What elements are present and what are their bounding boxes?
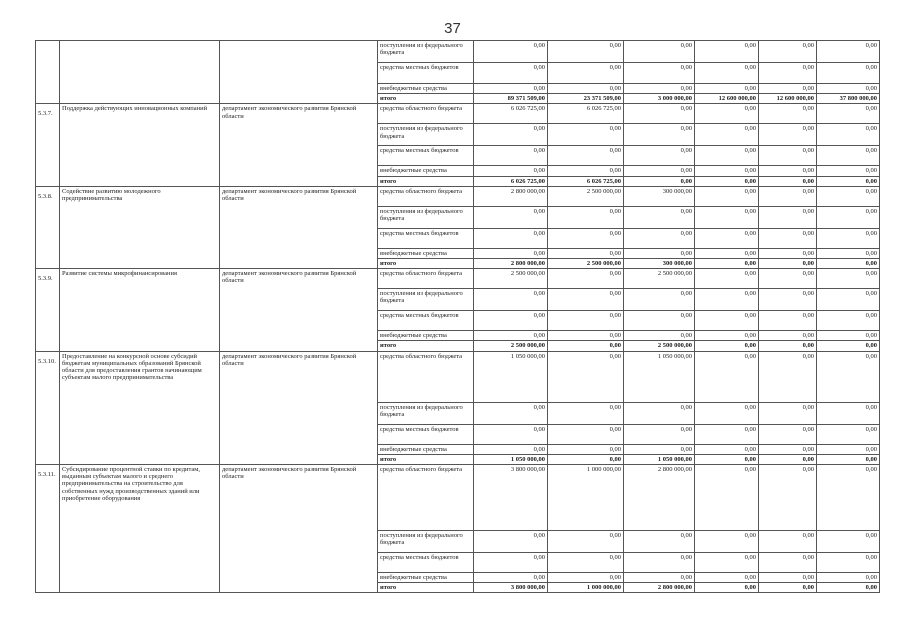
funding-source: внебюджетные средства: [378, 444, 474, 454]
funding-source: итого: [378, 454, 474, 464]
amount-cell: 300 000,00: [624, 186, 695, 206]
amount-cell: 0,00: [548, 454, 624, 464]
amount-cell: 2 500 000,00: [624, 269, 695, 289]
amount-cell: 0,00: [817, 228, 880, 248]
measure-name: Содействие развитию молодежного предпринимательства: [60, 186, 220, 268]
amount-cell: 0,00: [759, 424, 817, 444]
amount-cell: 6 026 725,00: [548, 176, 624, 186]
amount-cell: 0,00: [548, 206, 624, 228]
amount-cell: 0,00: [624, 402, 695, 424]
amount-cell: 0,00: [759, 269, 817, 289]
amount-cell: 0,00: [624, 228, 695, 248]
amount-cell: 0,00: [759, 41, 817, 63]
measure-name: Поддержка действующих инновационных компаний: [60, 104, 220, 186]
amount-cell: 0,00: [817, 531, 880, 553]
amount-cell: 3 800 000,00: [474, 583, 548, 593]
name-cell-empty: [60, 41, 220, 104]
amount-cell: 0,00: [624, 146, 695, 166]
amount-cell: 0,00: [548, 289, 624, 311]
amount-cell: 0,00: [474, 444, 548, 454]
amount-cell: 0,00: [759, 553, 817, 573]
amount-cell: 0,00: [474, 228, 548, 248]
funding-source: итого: [378, 259, 474, 269]
amount-cell: 0,00: [548, 63, 624, 84]
amount-cell: 1 050 000,00: [474, 351, 548, 402]
amount-cell: 0,00: [695, 84, 759, 94]
amount-cell: 0,00: [817, 248, 880, 258]
amount-cell: 0,00: [817, 146, 880, 166]
amount-cell: 0,00: [474, 146, 548, 166]
amount-cell: 0,00: [548, 573, 624, 583]
amount-cell: 0,00: [548, 553, 624, 573]
amount-cell: 0,00: [817, 311, 880, 331]
amount-cell: 0,00: [474, 206, 548, 228]
amount-cell: 0,00: [548, 531, 624, 553]
amount-cell: 0,00: [548, 248, 624, 258]
page-number: 37: [444, 20, 461, 37]
amount-cell: 0,00: [624, 41, 695, 63]
amount-cell: 0,00: [474, 289, 548, 311]
amount-cell: 0,00: [817, 63, 880, 84]
amount-cell: 1 050 000,00: [624, 454, 695, 464]
amount-cell: 0,00: [817, 124, 880, 146]
funding-source: средства местных бюджетов: [378, 424, 474, 444]
amount-cell: 0,00: [474, 402, 548, 424]
amount-cell: 0,00: [695, 454, 759, 464]
amount-cell: 0,00: [695, 444, 759, 454]
funding-source: средства местных бюджетов: [378, 63, 474, 84]
amount-cell: 0,00: [695, 146, 759, 166]
amount-cell: 0,00: [548, 331, 624, 341]
measure-executor: департамент экономического развития Брянской области: [220, 269, 378, 351]
amount-cell: 0,00: [759, 531, 817, 553]
amount-cell: 0,00: [624, 331, 695, 341]
amount-cell: 0,00: [759, 228, 817, 248]
amount-cell: 0,00: [474, 124, 548, 146]
amount-cell: 0,00: [759, 573, 817, 583]
amount-cell: 0,00: [759, 444, 817, 454]
amount-cell: 0,00: [548, 166, 624, 176]
funding-source: внебюджетные средства: [378, 248, 474, 258]
amount-cell: 0,00: [624, 63, 695, 84]
amount-cell: 0,00: [759, 84, 817, 94]
amount-cell: 0,00: [759, 351, 817, 402]
amount-cell: 0,00: [759, 454, 817, 464]
amount-cell: 2 800 000,00: [624, 465, 695, 531]
funding-source: поступления из федерального бюджета: [378, 531, 474, 553]
amount-cell: 0,00: [695, 289, 759, 311]
amount-cell: 0,00: [474, 63, 548, 84]
amount-cell: 0,00: [548, 84, 624, 94]
amount-cell: 0,00: [624, 176, 695, 186]
amount-cell: 0,00: [817, 402, 880, 424]
amount-cell: 1 050 000,00: [474, 454, 548, 464]
amount-cell: 0,00: [548, 351, 624, 402]
amount-cell: 12 600 000,00: [759, 94, 817, 104]
amount-cell: 0,00: [695, 248, 759, 258]
amount-cell: 0,00: [695, 41, 759, 63]
amount-cell: 0,00: [695, 124, 759, 146]
amount-cell: 0,00: [759, 311, 817, 331]
amount-cell: 0,00: [474, 311, 548, 331]
amount-cell: 2 500 000,00: [474, 341, 548, 351]
funding-source: итого: [378, 94, 474, 104]
code-cell-empty: [36, 41, 60, 104]
amount-cell: 3 800 000,00: [474, 465, 548, 531]
amount-cell: 0,00: [759, 331, 817, 341]
amount-cell: 37 800 000,00: [817, 94, 880, 104]
amount-cell: 0,00: [624, 573, 695, 583]
amount-cell: 2 500 000,00: [548, 259, 624, 269]
amount-cell: 0,00: [695, 553, 759, 573]
measure-code: 5.3.11.: [36, 465, 60, 593]
funding-source: внебюджетные средства: [378, 331, 474, 341]
amount-cell: 0,00: [695, 583, 759, 593]
amount-cell: 1 050 000,00: [624, 351, 695, 402]
funding-source: внебюджетные средства: [378, 166, 474, 176]
amount-cell: 23 371 509,00: [548, 94, 624, 104]
amount-cell: 0,00: [548, 41, 624, 63]
amount-cell: 0,00: [759, 341, 817, 351]
amount-cell: 0,00: [624, 424, 695, 444]
funding-source: поступления из федерального бюджета: [378, 289, 474, 311]
amount-cell: 0,00: [817, 331, 880, 341]
amount-cell: 0,00: [474, 248, 548, 258]
table-row: [36, 186, 880, 206]
amount-cell: 0,00: [817, 166, 880, 176]
measure-name: Субсидирование процентной ставки по кредитам, выданным субъектам малого и среднего предпринимательства на строительство для собственных нужд производственных зданий или приобретение оборудования: [60, 465, 220, 593]
measure-code: 5.3.9.: [36, 269, 60, 351]
amount-cell: 0,00: [695, 311, 759, 331]
table-row: [36, 269, 880, 289]
amount-cell: 0,00: [817, 186, 880, 206]
measure-executor: департамент экономического развития Брянской области: [220, 465, 378, 593]
amount-cell: 0,00: [759, 104, 817, 124]
funding-source: поступления из федерального бюджета: [378, 206, 474, 228]
measure-code: 5.3.8.: [36, 186, 60, 268]
amount-cell: 1 000 000,00: [548, 583, 624, 593]
amount-cell: 0,00: [759, 176, 817, 186]
amount-cell: 0,00: [817, 341, 880, 351]
amount-cell: 0,00: [817, 84, 880, 94]
amount-cell: 0,00: [817, 176, 880, 186]
amount-cell: 2 800 000,00: [624, 583, 695, 593]
measure-executor: департамент экономического развития Брянской области: [220, 104, 378, 186]
funding-source: средства областного бюджета: [378, 351, 474, 402]
amount-cell: 0,00: [759, 63, 817, 84]
amount-cell: 0,00: [695, 351, 759, 402]
amount-cell: 0,00: [695, 465, 759, 531]
funding-source: поступления из федерального бюджета: [378, 124, 474, 146]
amount-cell: 0,00: [695, 104, 759, 124]
amount-cell: 0,00: [624, 553, 695, 573]
amount-cell: 0,00: [759, 289, 817, 311]
funding-source: внебюджетные средства: [378, 573, 474, 583]
amount-cell: 0,00: [817, 454, 880, 464]
amount-cell: 6 026 725,00: [474, 176, 548, 186]
amount-cell: 2 500 000,00: [548, 186, 624, 206]
amount-cell: 0,00: [624, 311, 695, 331]
amount-cell: 0,00: [817, 289, 880, 311]
amount-cell: 12 600 000,00: [695, 94, 759, 104]
amount-cell: 0,00: [695, 186, 759, 206]
measure-executor: департамент экономического развития Брянской области: [220, 186, 378, 268]
amount-cell: 0,00: [759, 124, 817, 146]
amount-cell: 0,00: [624, 289, 695, 311]
amount-cell: 0,00: [817, 41, 880, 63]
amount-cell: 0,00: [817, 269, 880, 289]
table-row: [36, 351, 880, 402]
amount-cell: 0,00: [759, 402, 817, 424]
amount-cell: 0,00: [548, 424, 624, 444]
amount-cell: 0,00: [817, 444, 880, 454]
amount-cell: 0,00: [548, 402, 624, 424]
funding-source: средства местных бюджетов: [378, 553, 474, 573]
amount-cell: 0,00: [474, 424, 548, 444]
amount-cell: 0,00: [695, 176, 759, 186]
funding-source: итого: [378, 583, 474, 593]
amount-cell: 0,00: [695, 269, 759, 289]
funding-source: итого: [378, 176, 474, 186]
amount-cell: 0,00: [817, 553, 880, 573]
amount-cell: 0,00: [817, 465, 880, 531]
amount-cell: 0,00: [624, 104, 695, 124]
funding-source: итого: [378, 341, 474, 351]
amount-cell: 0,00: [695, 166, 759, 176]
amount-cell: 0,00: [817, 583, 880, 593]
amount-cell: 0,00: [548, 444, 624, 454]
amount-cell: 2 500 000,00: [624, 341, 695, 351]
funding-source: средства областного бюджета: [378, 104, 474, 124]
funding-source: средства местных бюджетов: [378, 228, 474, 248]
amount-cell: 0,00: [817, 573, 880, 583]
amount-cell: 0,00: [548, 146, 624, 166]
amount-cell: 0,00: [548, 311, 624, 331]
amount-cell: 0,00: [624, 248, 695, 258]
amount-cell: 6 026 725,00: [474, 104, 548, 124]
amount-cell: 0,00: [548, 124, 624, 146]
measure-name: Предоставление на конкурсной основе субсидий бюджетам муниципальных образований Брянской области для предоставления грантов начинающим субъектам малого предпринимательства: [60, 351, 220, 464]
funding-source: средства местных бюджетов: [378, 146, 474, 166]
amount-cell: 0,00: [695, 228, 759, 248]
amount-cell: 0,00: [474, 573, 548, 583]
amount-cell: 0,00: [759, 465, 817, 531]
amount-cell: 0,00: [695, 341, 759, 351]
amount-cell: 0,00: [624, 444, 695, 454]
amount-cell: 0,00: [759, 583, 817, 593]
amount-cell: 0,00: [474, 531, 548, 553]
amount-cell: 89 371 509,00: [474, 94, 548, 104]
budget-table: [35, 40, 880, 593]
amount-cell: 0,00: [624, 531, 695, 553]
amount-cell: 2 500 000,00: [474, 269, 548, 289]
amount-cell: 0,00: [548, 228, 624, 248]
amount-cell: 0,00: [474, 41, 548, 63]
amount-cell: 0,00: [474, 331, 548, 341]
amount-cell: 0,00: [759, 166, 817, 176]
amount-cell: 2 800 000,00: [474, 186, 548, 206]
measure-code: 5.3.10.: [36, 351, 60, 464]
amount-cell: 0,00: [817, 351, 880, 402]
amount-cell: 0,00: [695, 573, 759, 583]
amount-cell: 0,00: [695, 63, 759, 84]
amount-cell: 0,00: [548, 269, 624, 289]
funding-source: средства областного бюджета: [378, 269, 474, 289]
funding-source: средства областного бюджета: [378, 186, 474, 206]
amount-cell: 0,00: [817, 259, 880, 269]
executor-cell-empty: [220, 41, 378, 104]
funding-source: средства областного бюджета: [378, 465, 474, 531]
table-row: [36, 41, 880, 63]
amount-cell: 0,00: [759, 259, 817, 269]
amount-cell: 0,00: [759, 248, 817, 258]
amount-cell: 0,00: [695, 531, 759, 553]
amount-cell: 0,00: [624, 206, 695, 228]
amount-cell: 0,00: [624, 166, 695, 176]
funding-source: поступления из федерального бюджета: [378, 41, 474, 63]
funding-source: средства местных бюджетов: [378, 311, 474, 331]
funding-source: поступления из федерального бюджета: [378, 402, 474, 424]
amount-cell: 2 800 000,00: [474, 259, 548, 269]
amount-cell: 0,00: [624, 124, 695, 146]
amount-cell: 0,00: [695, 259, 759, 269]
amount-cell: 0,00: [695, 206, 759, 228]
amount-cell: 0,00: [817, 424, 880, 444]
table-row: [36, 465, 880, 531]
amount-cell: 3 000 000,00: [624, 94, 695, 104]
amount-cell: 0,00: [759, 206, 817, 228]
amount-cell: 0,00: [474, 84, 548, 94]
amount-cell: 0,00: [695, 331, 759, 341]
amount-cell: 300 000,00: [624, 259, 695, 269]
funding-source: внебюджетные средства: [378, 84, 474, 94]
amount-cell: 0,00: [474, 166, 548, 176]
amount-cell: 0,00: [817, 206, 880, 228]
amount-cell: 0,00: [759, 146, 817, 166]
amount-cell: 0,00: [695, 424, 759, 444]
amount-cell: 0,00: [759, 186, 817, 206]
amount-cell: 6 026 725,00: [548, 104, 624, 124]
amount-cell: 0,00: [817, 104, 880, 124]
measure-name: Развитие системы микрофинансирования: [60, 269, 220, 351]
amount-cell: 0,00: [695, 402, 759, 424]
amount-cell: 1 000 000,00: [548, 465, 624, 531]
measure-executor: департамент экономического развития Брянской области: [220, 351, 378, 464]
amount-cell: 0,00: [548, 341, 624, 351]
measure-code: 5.3.7.: [36, 104, 60, 186]
amount-cell: 0,00: [624, 84, 695, 94]
table-row: [36, 104, 880, 124]
amount-cell: 0,00: [474, 553, 548, 573]
